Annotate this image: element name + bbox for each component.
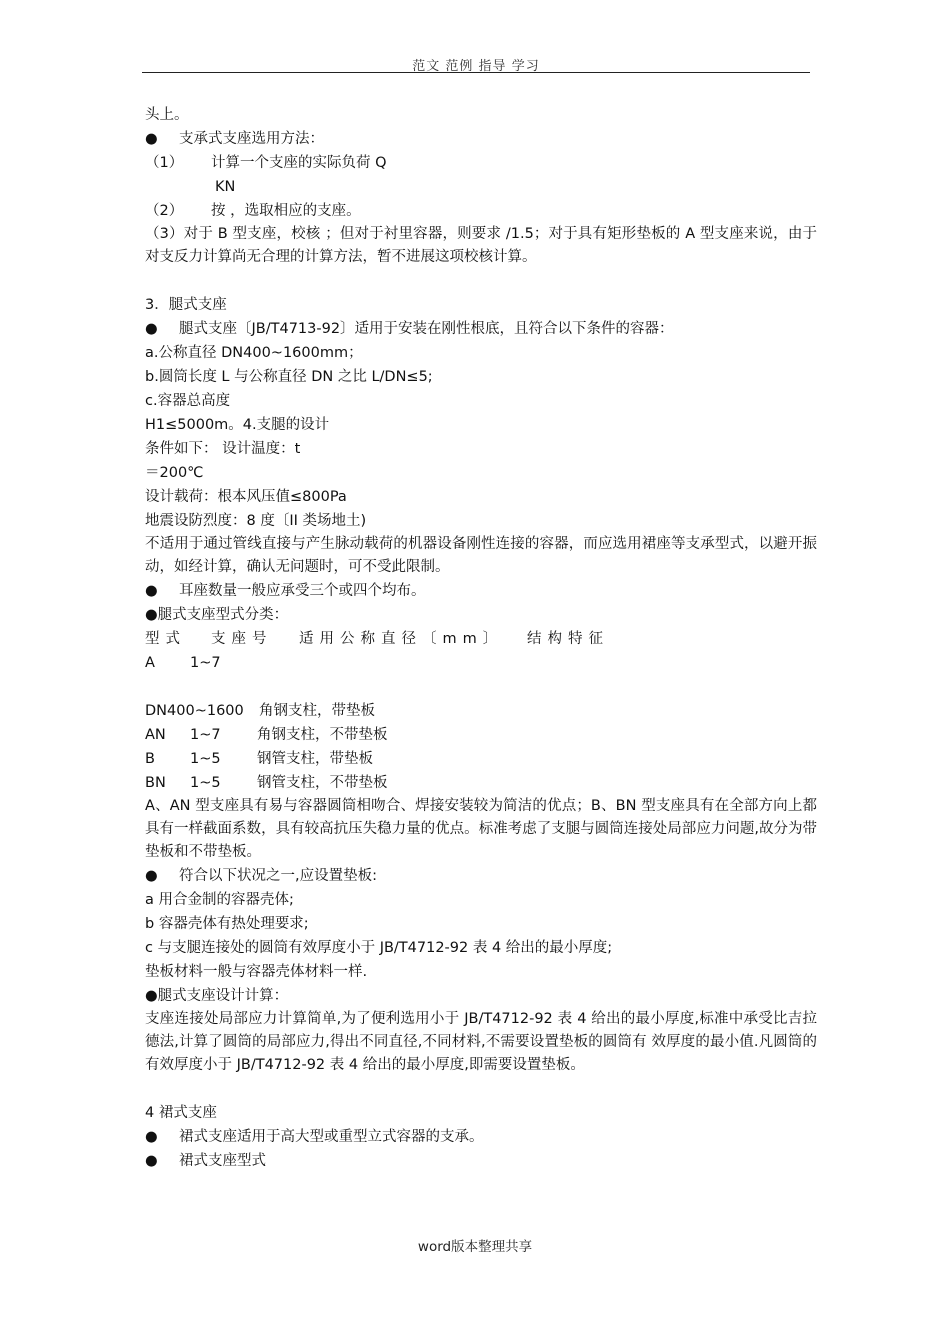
bullet-icon: ●	[145, 583, 158, 599]
cell-feature: 角钢支柱，带垫板	[259, 703, 375, 719]
text-line: c 与支腿连接处的圆筒有效厚度小于 JB/T4712-92 表 4 给出的最小厚度;	[145, 940, 613, 956]
table-row	[145, 699, 817, 723]
cell-type: A	[145, 655, 155, 671]
text-line: H1≤5000m。4.支腿的设计	[145, 417, 330, 433]
header-cell: 支座号	[211, 631, 273, 647]
cell-type: AN	[145, 727, 166, 743]
cell-no: 1~5	[190, 775, 221, 791]
table-row	[145, 651, 817, 675]
cell-feature: 钢管支柱，带垫板	[257, 751, 373, 767]
text-line: 垫板材料一般与容器壳体材料一样.	[145, 964, 368, 980]
bullet-line	[145, 1149, 817, 1173]
section-heading: 4 裙式支座	[145, 1105, 217, 1121]
table-row	[145, 747, 817, 771]
cell-no: 1~7	[190, 655, 221, 671]
paragraph: 支座连接处局部应力计算简单,为了便利选用小于 JB/T4712-92 表 4 给出的最小厚度,标准中承受比吉拉德法,计算了圆筒的局部应力,得出不同直径,不同材料,不需要设置垫板的圆筒有 效厚度的最小值.凡圆筒的有效厚度小于 JB/T4712-92 表 4 给出的最小厚度,即需要设置垫板。	[145, 1011, 817, 1073]
numbered-line	[145, 199, 817, 223]
bullet-icon: ●	[145, 1129, 158, 1145]
bullet-line	[145, 579, 817, 603]
bullet-icon: ●	[145, 321, 158, 337]
paragraph: A、AN 型支座具有易与容器圆筒相吻合、焊接安装较为简洁的优点；B、BN 型支座具有在全部方向上都具有一样截面系数，具有较高抗压失稳力量的优点。标准考虑了支腿与圆筒连接处局部应力问题,故分为带垫板和不带垫板。	[145, 798, 817, 860]
paragraph: 不适用于通过管线直接与产生脉动载荷的机器设备刚性连接的容器，而应选用裙座等支承型式，以避开振动，如经计算，确认无问题时，可不受此限制。	[145, 536, 817, 575]
text-line: b.圆筒长度 L 与公称直径 DN 之比 L/DN≤5;	[145, 369, 433, 385]
bullet-text: 支承式支座选用方法：	[179, 131, 324, 147]
cell-feature: 钢管支柱，不带垫板	[257, 775, 388, 791]
cell-feature: 角钢支柱，不带垫板	[257, 727, 388, 743]
bullet-icon: ●	[145, 131, 158, 147]
cell-no: 1~7	[190, 727, 221, 743]
text-line: b 容器壳体有热处理要求;	[145, 916, 309, 932]
cell-no: 1~5	[190, 751, 221, 767]
bullet-line	[145, 1125, 817, 1149]
table-row	[145, 771, 817, 795]
item-text: 计算一个支座的实际负荷 Q	[211, 155, 387, 171]
header-cell: 适用公称直径〔mm〕	[299, 631, 504, 647]
bullet-text: 符合以下状况之一,应设置垫板:	[179, 868, 377, 884]
text-line: 条件如下： 设计温度：t	[145, 441, 301, 457]
text-line: 地震设防烈度：8 度〔II 类场地土)	[145, 513, 367, 529]
bullet-text: 裙式支座适用于高大型或重型立式容器的支承。	[179, 1129, 484, 1145]
bullet-line	[145, 317, 817, 341]
page-header	[142, 54, 810, 73]
bullet-line	[145, 864, 817, 888]
numbered-line	[145, 151, 817, 175]
text-line: KN	[215, 179, 236, 195]
item-text: 按 ，选取相应的支座。	[211, 203, 361, 219]
text-line: ＝200℃	[145, 465, 204, 481]
item-number: （1）	[145, 155, 184, 171]
text-line: a 用合金制的容器壳体;	[145, 892, 294, 908]
bullet-text: 腿式支座〔JB/T4713-92〕适用于安装在刚性根底，且符合以下条件的容器：	[179, 321, 674, 337]
bullet-text: 耳座数量一般应承受三个或四个均布。	[179, 583, 426, 599]
text-line: c.容器总高度	[145, 393, 231, 409]
header-text: 范文 范例 指导 学习	[412, 59, 540, 74]
text-line: a.公称直径 DN400~1600mm；	[145, 345, 363, 361]
text-line: ●腿式支座型式分类：	[145, 607, 289, 623]
bullet-line	[145, 127, 817, 151]
bullet-icon: ●	[145, 868, 158, 884]
cell-dn: DN400~1600	[145, 703, 244, 719]
bullet-text: 裙式支座型式	[179, 1153, 266, 1169]
header-cell: 结构特征	[527, 631, 609, 647]
text-line: ●腿式支座设计计算：	[145, 988, 289, 1004]
table-row	[145, 723, 817, 747]
paragraph: （3）对于 B 型支座，校核 ；但对于衬里容器，则要求 /1.5；对于具有矩形垫板的 A 型支座来说，由于对支反力计算尚无合理的计算方法，暂不进展这项校核计算。	[145, 226, 817, 265]
page-footer: word版本整理共享	[417, 1239, 533, 1255]
cell-type: BN	[145, 775, 166, 791]
document-body	[145, 103, 817, 1173]
table-header	[145, 627, 817, 651]
header-cell: 型式	[145, 631, 186, 647]
bullet-icon: ●	[145, 1153, 158, 1169]
text-line: 设计载荷：根本风压值≤800Pa	[145, 489, 347, 505]
cell-type: B	[145, 751, 155, 767]
text-line: 头上。	[145, 107, 189, 123]
item-number: （2）	[145, 203, 184, 219]
section-heading: 3．腿式支座	[145, 297, 227, 313]
